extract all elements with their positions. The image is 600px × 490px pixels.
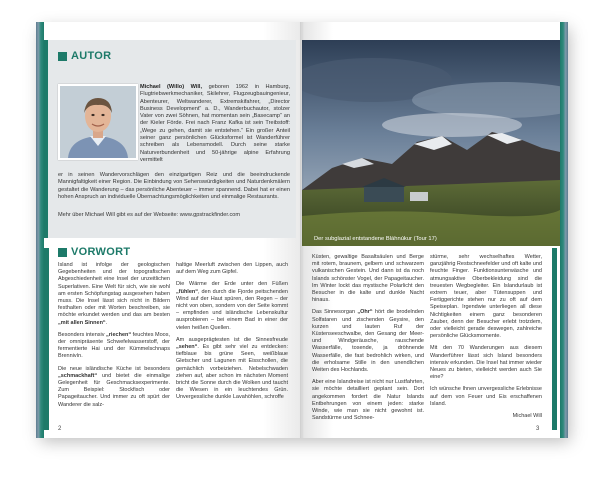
left-page: [44, 22, 302, 438]
foreword-heading: VORWORT: [58, 246, 130, 258]
open-book: [36, 22, 568, 438]
author-bio-top: Michael (Willo) Will, geboren 1962 in Hamburg, Flugtriebwerkmechaniker, Skilehrer, Flugzeugbauingenieur, Abenteurer, Weltwanderer, Extremskifahrer, „Director Business Development“ a. D., Wanderbuchautor, stolzer Vater von zwei Söhnen, hat momentan sein „Basecamp“ an der Kieler Förde. Frei nach Franz Kafka ist sein Treibstoff: „Wege zu gehen, damit sie entstehen.“ Ein großer Anteil seiner ganz persönlichen Glücksformel ist Wanderführer schreiben als Lebensmodell. Durch seine starke Naturverbundenheit und 50-jährige alpine Erfahrung vermittelt: [140, 84, 291, 163]
foreword-column-3: [312, 254, 424, 427]
author-box: [48, 40, 296, 238]
author-bio-bottom: er in seinen Wandervorschlägen den einzigartigen Reiz und die beeindruckende Mannigfaltigkeit einer Region. Die Einbindung von Sehenswürdigkeiten und Naturdenkmälern gestaltet die Wanderung – das persönliche Abenteuer – immer spannend. Dabei hat er einen hohen Anspruch an individuelle Übernachtungsmöglichkeiten und einmalige Restaurants.: [58, 172, 290, 200]
paragraph: stürme, sehr wechselhaftes Wetter, ganzjährig Restschneefelder und oft kalte und feuchte Finger. Funktionsunterwäsche und atmungsaktive Oberbekleidung sind die treuesten Wegbegleiter. Ein Islandurlaub ist extrem teuer, aber Tütensuppen und Fertiggerichte stehen nur zu oft auf dem Speiseplan. Irgendwie unterliegen all diese Nichtigkeiten einem ganz besonderen Zauber, denn der Besucher erlebt trotzdem, oder vielleicht gerade deswegen, zahlreiche persönliche Glücksmomente.: [430, 254, 542, 340]
portrait-image: [60, 86, 136, 158]
paragraph: Besonders intensiv „riechen“ feuchtes Moos, der omnipräsente Schwefelwasserstoff, der fermentierte Hai und der Kümmelschnaps Brennivín.: [58, 331, 170, 360]
author-portrait: [58, 84, 138, 160]
author-heading: AUTOR: [58, 50, 111, 62]
page-number-left: 2: [58, 426, 62, 432]
paragraph: Island ist infolge der geologischen Gegebenheiten und der topografischen Abgeschiedenheit eine Insel der unzeitlichen Superlativen. Eine Welt für sich, wie sie wohl am ersten Schöpfungstag ausgesehen haben muss. Die Insel lässt sich nicht in Bildern festhalten oder mit Worten beschreiben, sie möchte erkundet werden und das am besten „mit allen Sinnen“.: [58, 262, 170, 326]
author-signature: Michael Will: [512, 413, 542, 420]
foreword-column-4: [430, 254, 542, 425]
mountain-photo-image: [302, 40, 560, 246]
paragraph: Das Sinnesorgan „Ohr“ hört die brodelnden Solfataren und zischenden Geysire, den kurzen und lauten Ruf der Küstenseeschwalbe, den Gesang der Meer- und Windgeräusche, rauschende Wasserfälle, tosende, ja dröhnende Wasserfälle, die fast bedrohlich wirken, und die erholsame Stille in den unendlichen Weiten des Hochlands.: [312, 309, 424, 374]
book-edge-left: [36, 22, 44, 438]
paragraph: haltige Meerluft zwischen den Lippen, auch auf dem Weg zum Gipfel.: [176, 262, 288, 276]
landscape-photo: [302, 40, 560, 246]
paragraph: Küsten, gewaltige Basaltsäulen und Berge mit rotem, braunem, gelbem und schwarzem vulkanischen Gestein. Und dann ist da noch Islands schönster Vogel, der Papageitaucher. Im Winter lockt das mystische Polarlicht den Besucher in die kalte und dunkle Nacht hinaus.: [312, 254, 424, 304]
paragraph: Am ausgeprägtesten ist die Sinnesfreude „sehen“. Es gibt sehr viel zu entdecken: tiefblaue bis grüne Seen, weißblaue Gletscher und Lagunen mit Eisschollen, die gemächlich vorbeiziehen. Nebelschwaden ziehen auf, aber schon im nächsten Moment bricht die Sonne durch die Wolken und taucht die Wiesen in ein leuchtendes Grün. Unvergessliche dunkle Lavahöhlen, schroffe: [176, 336, 288, 401]
paragraph: Mit den 70 Wanderungen aus diesem Wanderführer lässt sich Island besonders intensiv erkunden. Die Insel hat immer wieder Neues zu bieten, vielleicht werden auch Sie eine?: [430, 345, 542, 381]
right-accent-bar: [552, 248, 557, 430]
paragraph: Aber eine Islandreise ist nicht nur Lustfahrten, sie möchte detailliert geplant sein. Dort angekommen fordert die Natur Islands Entbehrungen von einem jeden: starke Winde, wie man sie nicht gewohnt ist. Sandstürme und Schnee-: [312, 379, 424, 422]
author-website: Mehr über Michael Will gibt es auf der Webseite: www.gpstrackfinder.com: [58, 212, 241, 218]
book-spine: [300, 22, 304, 438]
page-number-right: 3: [536, 426, 540, 432]
left-accent-bar-2: [44, 248, 49, 430]
right-page: [302, 22, 560, 438]
paragraph: Die Wärme der Erde unter den Füßen „fühlen“, den durch die Fjorde peitschenden Wind auf der Haut spüren, den Regen – der nicht von oben, sondern von der Seite kommt – empfinden und isländische Lebenskultur ausprobieren – bei einem Bad in einer der vielen heißen Quellen.: [176, 281, 288, 331]
foreword-column-1: [58, 262, 170, 414]
heading-square-icon: [58, 52, 67, 61]
foreword-column-2: [176, 262, 288, 407]
photo-caption: Der subglazial entstandene Bláhnúkur (Tour 17): [314, 236, 437, 242]
paragraph: Die neue isländische Küche ist besonders „schmackhaft“ und bietet die einmalige Gelegenheit für Geschmacksexperimente. Zum Beispiel: Stockfisch oder Papageitaucher. Und immer zu oft spürt der Wanderer die salz-: [58, 365, 170, 408]
heading-square-icon: [58, 248, 67, 257]
paragraph: Ich wünsche Ihnen unvergessliche Erlebnisse auf dem von Feuer und Eis erschaffenen Island.: [430, 386, 542, 407]
book-edge-right: [560, 22, 568, 438]
